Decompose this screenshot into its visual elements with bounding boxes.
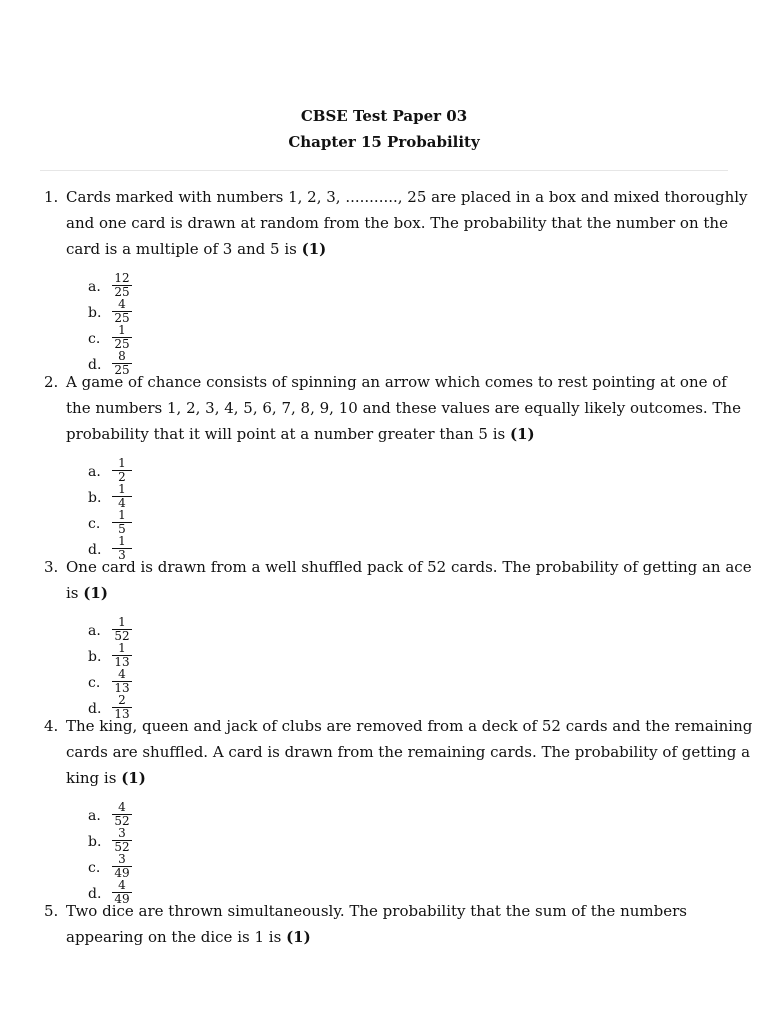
fraction-denominator: 13 — [114, 655, 130, 669]
option-letter: d. — [88, 357, 102, 373]
option-b — [0, 298, 200, 324]
fraction — [112, 642, 132, 668]
question-text-line: Two dice are thrown simultaneously. The probability that the sum of the numbers — [66, 902, 687, 920]
fraction-numerator: 1 — [118, 323, 126, 337]
option-c — [0, 324, 200, 350]
fraction-denominator: 25 — [114, 363, 130, 377]
fraction-denominator: 5 — [118, 522, 126, 536]
option-b — [0, 642, 200, 668]
fraction-numerator: 3 — [118, 826, 126, 840]
option-letter: b. — [88, 834, 102, 850]
fraction-denominator: 49 — [114, 892, 130, 906]
fraction-denominator: 25 — [114, 337, 130, 351]
fraction — [112, 668, 132, 694]
option-a — [0, 457, 200, 483]
question-text-line: appearing on the dice is 1 is (1) — [66, 928, 311, 946]
marks-label: (1) — [83, 584, 108, 602]
fraction — [112, 272, 132, 298]
option-letter: a. — [88, 623, 101, 639]
question-text-line: king is (1) — [66, 769, 146, 787]
fraction-denominator: 4 — [118, 496, 126, 510]
fraction-denominator: 25 — [114, 311, 130, 325]
fraction-numerator: 1 — [118, 534, 126, 548]
fraction-denominator: 13 — [114, 681, 130, 695]
option-b — [0, 483, 200, 509]
fraction-denominator: 52 — [114, 629, 130, 643]
option-a — [0, 616, 200, 642]
question-text-line: A game of chance consists of spinning an arrow which comes to rest pointing at one of — [66, 373, 727, 391]
fraction-denominator: 49 — [114, 866, 130, 880]
marks-label: (1) — [301, 240, 327, 258]
chapter-title: Chapter 15 Probability — [288, 133, 480, 151]
fraction-numerator: 4 — [118, 667, 126, 681]
fraction — [112, 324, 132, 350]
option-letter: a. — [88, 808, 101, 824]
option-a — [0, 272, 200, 298]
question-text-line: One card is drawn from a well shuffled pack of 52 cards. The probability of getting an ace — [66, 558, 752, 576]
question-text-line: cards are shuffled. A card is drawn from the remaining cards. The probability of getting a — [66, 743, 751, 761]
option-letter: a. — [88, 279, 101, 295]
question-text-line: Cards marked with numbers 1, 2, 3, ..........., 25 are placed in a box and mixed thoroughly — [66, 188, 748, 206]
option-a — [0, 801, 200, 827]
option-letter: c. — [88, 516, 101, 532]
fraction-numerator: 4 — [118, 297, 126, 311]
question-text-line: probability that it will point at a number greater than 5 is (1) — [66, 425, 535, 443]
fraction-numerator: 2 — [118, 693, 126, 707]
fraction-numerator: 3 — [118, 852, 126, 866]
option-letter: a. — [88, 464, 101, 480]
fraction-denominator: 2 — [118, 470, 126, 484]
fraction-numerator: 1 — [118, 482, 126, 496]
option-c — [0, 509, 200, 535]
fraction-numerator: 1 — [118, 456, 126, 470]
paper-title: CBSE Test Paper 03 — [300, 107, 468, 125]
fraction — [112, 616, 132, 642]
option-letter: d. — [88, 701, 102, 717]
option-letter: b. — [88, 649, 102, 665]
marks-label: (1) — [121, 769, 146, 787]
option-c — [0, 853, 200, 879]
option-b — [0, 827, 200, 853]
option-c — [0, 668, 200, 694]
option-letter: d. — [88, 886, 102, 902]
header-divider — [40, 170, 728, 171]
fraction-numerator: 1 — [118, 615, 126, 629]
question-number: 3. — [44, 558, 59, 576]
marks-label: (1) — [510, 425, 535, 443]
option-letter: c. — [88, 331, 101, 347]
fraction — [112, 298, 132, 324]
fraction-denominator: 52 — [114, 814, 130, 828]
fraction-denominator: 25 — [114, 285, 130, 299]
fraction — [112, 827, 132, 853]
question-text-line: and one card is drawn at random from the box. The probability that the number on the — [66, 214, 728, 232]
fraction-numerator: 1 — [118, 508, 126, 522]
fraction-numerator: 12 — [114, 271, 130, 285]
marks-label: (1) — [286, 928, 311, 946]
question-text-line: The king, queen and jack of clubs are removed from a deck of 52 cards and the remaining — [66, 717, 753, 735]
question-number: 2. — [44, 373, 59, 391]
question-text-line: card is a multiple of 3 and 5 is (1) — [66, 240, 327, 258]
question-number: 4. — [44, 717, 59, 735]
fraction-denominator: 52 — [114, 840, 130, 854]
option-letter: b. — [88, 490, 102, 506]
option-letter: c. — [88, 675, 101, 691]
fraction-numerator: 4 — [118, 800, 126, 814]
fraction — [112, 483, 132, 509]
fraction-numerator: 8 — [118, 349, 126, 363]
fraction — [112, 509, 132, 535]
fraction — [112, 457, 132, 483]
fraction-numerator: 4 — [118, 878, 126, 892]
fraction-numerator: 1 — [118, 641, 126, 655]
question-number: 5. — [44, 902, 59, 920]
question-text-line: the numbers 1, 2, 3, 4, 5, 6, 7, 8, 9, 10 and these values are equally likely outcomes. The — [66, 399, 741, 417]
question-text-line: is (1) — [66, 584, 108, 602]
fraction-denominator: 13 — [114, 707, 130, 721]
fraction-denominator: 3 — [118, 548, 126, 562]
option-letter: b. — [88, 305, 102, 321]
option-letter: c. — [88, 860, 101, 876]
question-number: 1. — [44, 188, 59, 206]
fraction — [112, 853, 132, 879]
fraction — [112, 801, 132, 827]
option-letter: d. — [88, 542, 102, 558]
